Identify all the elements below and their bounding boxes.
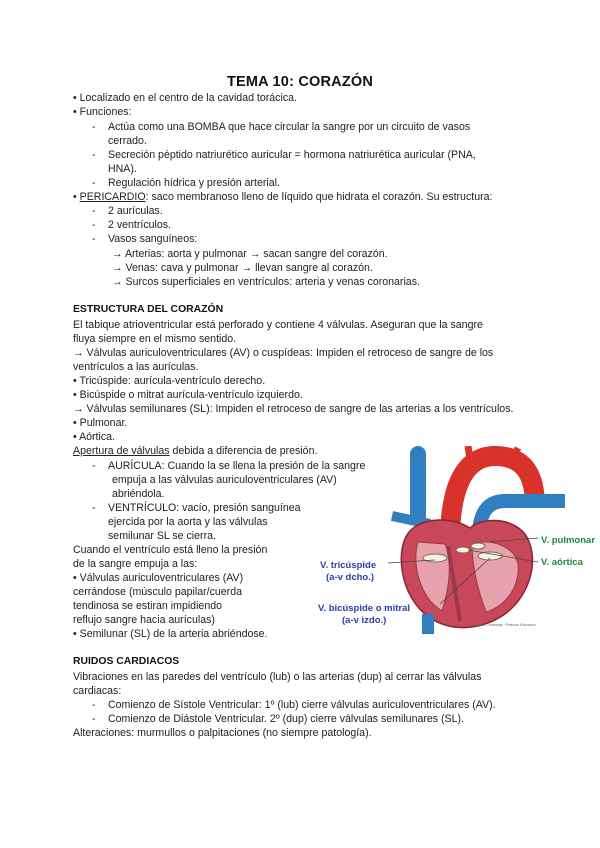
dash-marker: - xyxy=(92,121,96,133)
aortic-valve-icon xyxy=(456,547,470,553)
funcion-bomba-line2: cerrado. xyxy=(108,135,147,147)
dash-marker: - xyxy=(92,699,96,711)
auricula-line1: AURÍCULA: Cuando la se llena la presión de la sangre xyxy=(108,460,366,472)
ventriculo-line2: ejercida por la aorta y las válvulas xyxy=(108,516,268,528)
estructura-line: → Válvulas auriculoventriculares (AV) o cuspídeas: Impiden el retroceso de sangre de los xyxy=(73,347,494,359)
label-v-aortica: V. aórtica xyxy=(541,557,583,568)
dash-marker: - xyxy=(92,233,96,245)
lleno-line3: • Válvulas auriculoventriculares (AV) xyxy=(73,572,244,584)
ruidos-sistole: Comienzo de Sístole Ventricular: 1º (lub) cierre válvulas auriculoventriculares (AV). xyxy=(108,699,496,711)
vasos-arterias: → Arterias: aorta y pulmonar → sacan sangre del corazón. xyxy=(112,248,388,260)
ventriculo-line3: semilunar SL se cierra. xyxy=(108,530,216,542)
auricula-line2: empuja a las válvulas auriculoventriculares (AV) xyxy=(112,474,337,486)
dash-marker: - xyxy=(92,713,96,725)
estructura-line: • Tricúspide: aurícula-ventrículo derecho. xyxy=(73,375,266,387)
lleno-line5: tendinosa se estiran impidiendo xyxy=(73,600,222,612)
ruidos-line: cardiacas: xyxy=(73,685,122,697)
mitral-valve-icon xyxy=(478,552,502,560)
pericardio-vasos: Vasos sanguíneos: xyxy=(108,233,198,245)
apertura-term: Apertura de válvulas xyxy=(73,445,170,457)
dash-marker: - xyxy=(92,502,96,514)
intro-localizado: • Localizado en el centro de la cavidad torácica. xyxy=(73,92,297,104)
figure-credit: ©Benjamin Cummings · Pearson Education xyxy=(468,623,536,627)
dash-marker: - xyxy=(92,460,96,472)
pericardio-term: PERICARDIO xyxy=(79,191,146,203)
ruidos-line: Vibraciones en las paredes del ventrículo (lub) o las arterias (dup) al cerrar las válvulas xyxy=(73,671,482,683)
pericardio-definition: : saco membranoso lleno de líquido que hidrata el corazón. Su estructura: xyxy=(145,191,493,203)
heart-diagram xyxy=(300,446,600,634)
label-bicuspide-sub: (a-v izdo.) xyxy=(342,615,387,626)
funcion-pna-line1: Secreción péptido natriurético auricular = hormona natriurética auricular (PNA, xyxy=(108,149,476,161)
funcion-regulacion: Regulación hídrica y presión arterial. xyxy=(108,177,280,189)
dash-marker: - xyxy=(92,149,96,161)
label-v-bicuspide: V. bicúspide o mitral xyxy=(318,603,411,614)
lleno-line4: cerrándose (músculo papilar/cuerda xyxy=(73,586,242,598)
pericardio-auriculas: 2 aurículas. xyxy=(108,205,163,217)
lleno-line7: • Semilunar (SL) de la arteria abriéndose. xyxy=(73,628,268,640)
page-title: TEMA 10: CORAZÓN xyxy=(226,74,374,90)
section-heading-estructura: ESTRUCTURA DEL CORAZÓN xyxy=(73,304,224,315)
label-tricuspide-sub: (a-v dcho.) xyxy=(326,572,375,583)
pericardio-ventriculos: 2 ventrículos. xyxy=(108,219,172,231)
label-v-pulmonar: V. pulmonar xyxy=(541,535,596,546)
estructura-line: → Válvulas semilunares (SL): Impiden el retroceso de sangre de las arterias a los ventrículos. xyxy=(73,403,514,415)
ruidos-alteraciones: Alteraciones: murmullos o palpitaciones (no siempre patología). xyxy=(73,727,372,739)
estructura-line: El tabique atrioventricular está perforado y contiene 4 válvulas. Aseguran que la sangre xyxy=(73,319,483,331)
lleno-line1: Cuando el ventrículo está lleno la presión xyxy=(73,544,268,556)
ruidos-diastole: Comienzo de Diástole Ventricular. 2º (dup) cierre válvulas semilunares (SL). xyxy=(108,713,464,725)
estructura-line: • Bicúspide o mitrat aurícula-ventrículo izquierdo. xyxy=(73,389,303,401)
pulmonary-valve-icon xyxy=(471,543,485,549)
lleno-line2: de la sangre empuja a las: xyxy=(73,558,198,570)
estructura-line: ventrículos a las aurículas. xyxy=(73,361,199,373)
ventriculo-line1: VENTRÍCULO: vacío, presión sanguínea xyxy=(108,502,301,514)
dash-marker: - xyxy=(92,219,96,231)
section-heading-ruidos: RUIDOS CARDIACOS xyxy=(73,656,180,667)
label-v-tricuspide: V. tricúspide xyxy=(320,560,377,571)
estructura-line: fluya siempre en el mismo sentido. xyxy=(73,333,237,345)
lleno-line6: reflujo sangre hacia aurículas) xyxy=(73,614,215,626)
apertura-line xyxy=(73,444,317,458)
intro-funciones: • Funciones: xyxy=(73,106,132,118)
funcion-pna-line2: HNA). xyxy=(108,163,137,175)
dash-marker: - xyxy=(92,205,96,217)
estructura-line: • Pulmonar. xyxy=(73,417,128,429)
funcion-bomba-line1: Actúa como una BOMBA que hace circular la sangre por un circuito de vasos xyxy=(108,121,471,133)
apertura-rest: debida a diferencia de presión. xyxy=(169,445,318,457)
vasos-venas: → Venas: cava y pulmonar → llevan sangre al corazón. xyxy=(112,262,373,274)
vasos-surcos: → Surcos superficiales en ventrículos: arteria y venas coronarias. xyxy=(112,276,420,288)
estructura-line: • Aórtica. xyxy=(73,431,115,443)
auricula-line3: abriéndola. xyxy=(112,488,165,500)
pericardio-line xyxy=(73,190,492,204)
bullet: • xyxy=(73,191,80,203)
dash-marker: - xyxy=(92,177,96,189)
